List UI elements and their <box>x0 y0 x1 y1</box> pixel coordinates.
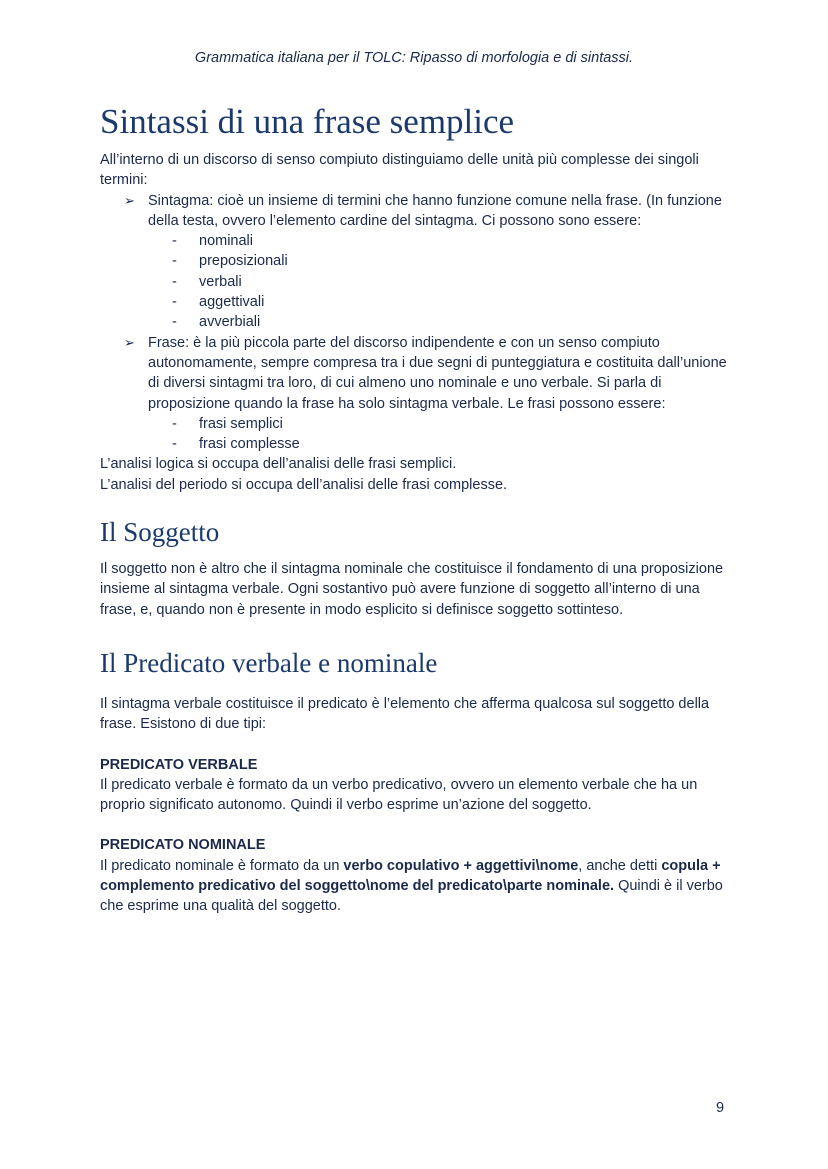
predicato-nominale-heading: PREDICATO NOMINALE <box>100 837 266 854</box>
running-header: Grammatica italiana per il TOLC: Ripasso di morfologia e di sintassi. <box>194 50 634 66</box>
page-content <box>100 100 732 917</box>
list-item: - frasi complesse <box>172 436 300 453</box>
predicato-intro: Il sintagma verbale costituisce il predicato è l’elemento che afferma qualcosa sul soggetto della frase. Esistono di due tipi: <box>100 695 710 733</box>
sintassi-outro-2: L’analisi del periodo si occupa dell’analisi delle frasi complesse. <box>100 476 508 493</box>
list-item: - nominali <box>172 233 253 250</box>
sintagma-types-list <box>148 231 732 332</box>
bullet-sintagma-text: Sintagma: cioè un insieme di termini che hanno funzione comune nella frase. (In funzione della testa, ovvero l’elemento cardine del sintagma. Ci possono sono essere: <box>148 192 722 229</box>
list-item: - aggettivali <box>172 294 265 311</box>
arrow-bullet-icon: ➢ <box>124 334 135 350</box>
section-title-predicato: Il Predicato verbale e nominale <box>100 647 438 678</box>
list-item: - preposizionali <box>172 253 288 270</box>
list-item: - avverbiali <box>172 314 261 331</box>
soggetto-text: Il soggetto non è altro che il sintagma nominale che costituisce il fondamento di una proposizione insieme al sintagma verbale. Ogni sostantivo può avere funzione di soggetto all’interno di una frase, e, quando non è presente in modo esplicito si definisce soggetto sottinteso. <box>100 561 724 618</box>
predicato-nominale-text: Il predicato nominale è formato da un verbo copulativo + aggettivi\nome, anche detti copula + complemento predicativo del soggetto\nome del predicato\parte nominale. Quindi è il verbo che esprime una qualità del soggetto. <box>100 857 723 915</box>
bullet-sintagma <box>100 191 732 333</box>
predicato-verbale-text: Il predicato verbale è formato da un verbo predicativo, ovvero un elemento verbale che ha un proprio significato autonomo. Quindi il verbo esprime un’azione del soggetto. <box>100 776 698 814</box>
bold-term: copula + complemento predicativo del soggetto\nome del predicato\parte nominale. <box>100 857 721 895</box>
sintassi-bullet-list <box>100 191 732 455</box>
sintassi-intro: All’interno di un discorso di senso compiuto distinguiamo delle unità più complesse dei singoli termini: <box>100 152 699 189</box>
sintassi-outro-1: L’analisi logica si occupa dell’analisi delle frasi semplici. <box>100 456 457 473</box>
list-item: - frasi semplici <box>172 415 283 432</box>
section-title-soggetto: Il Soggetto <box>100 517 220 548</box>
bullet-frase-text: Frase: è la più piccola parte del discorso indipendente e con un senso compiuto autonomamente, sempre compresa tra i due segni di punteggiatura e costituita dall’unione di diversi sintagmi tra loro, di cui almeno uno nominale e uno verbale. Si parla di proposizione quando la frase ha solo sintagma verbale. Le frasi possono essere: <box>148 334 727 412</box>
predicato-verbale-heading: PREDICATO VERBALE <box>100 756 258 773</box>
arrow-bullet-icon: ➢ <box>124 192 135 208</box>
list-item: - verbali <box>172 273 242 290</box>
frase-types-list <box>148 414 732 455</box>
section-title-sintassi: Sintassi di una frase semplice <box>100 102 515 141</box>
page-number: 9 <box>716 1100 725 1116</box>
bold-term: verbo copulativo + aggettivi\nome <box>343 857 579 874</box>
bullet-frase <box>100 333 732 455</box>
